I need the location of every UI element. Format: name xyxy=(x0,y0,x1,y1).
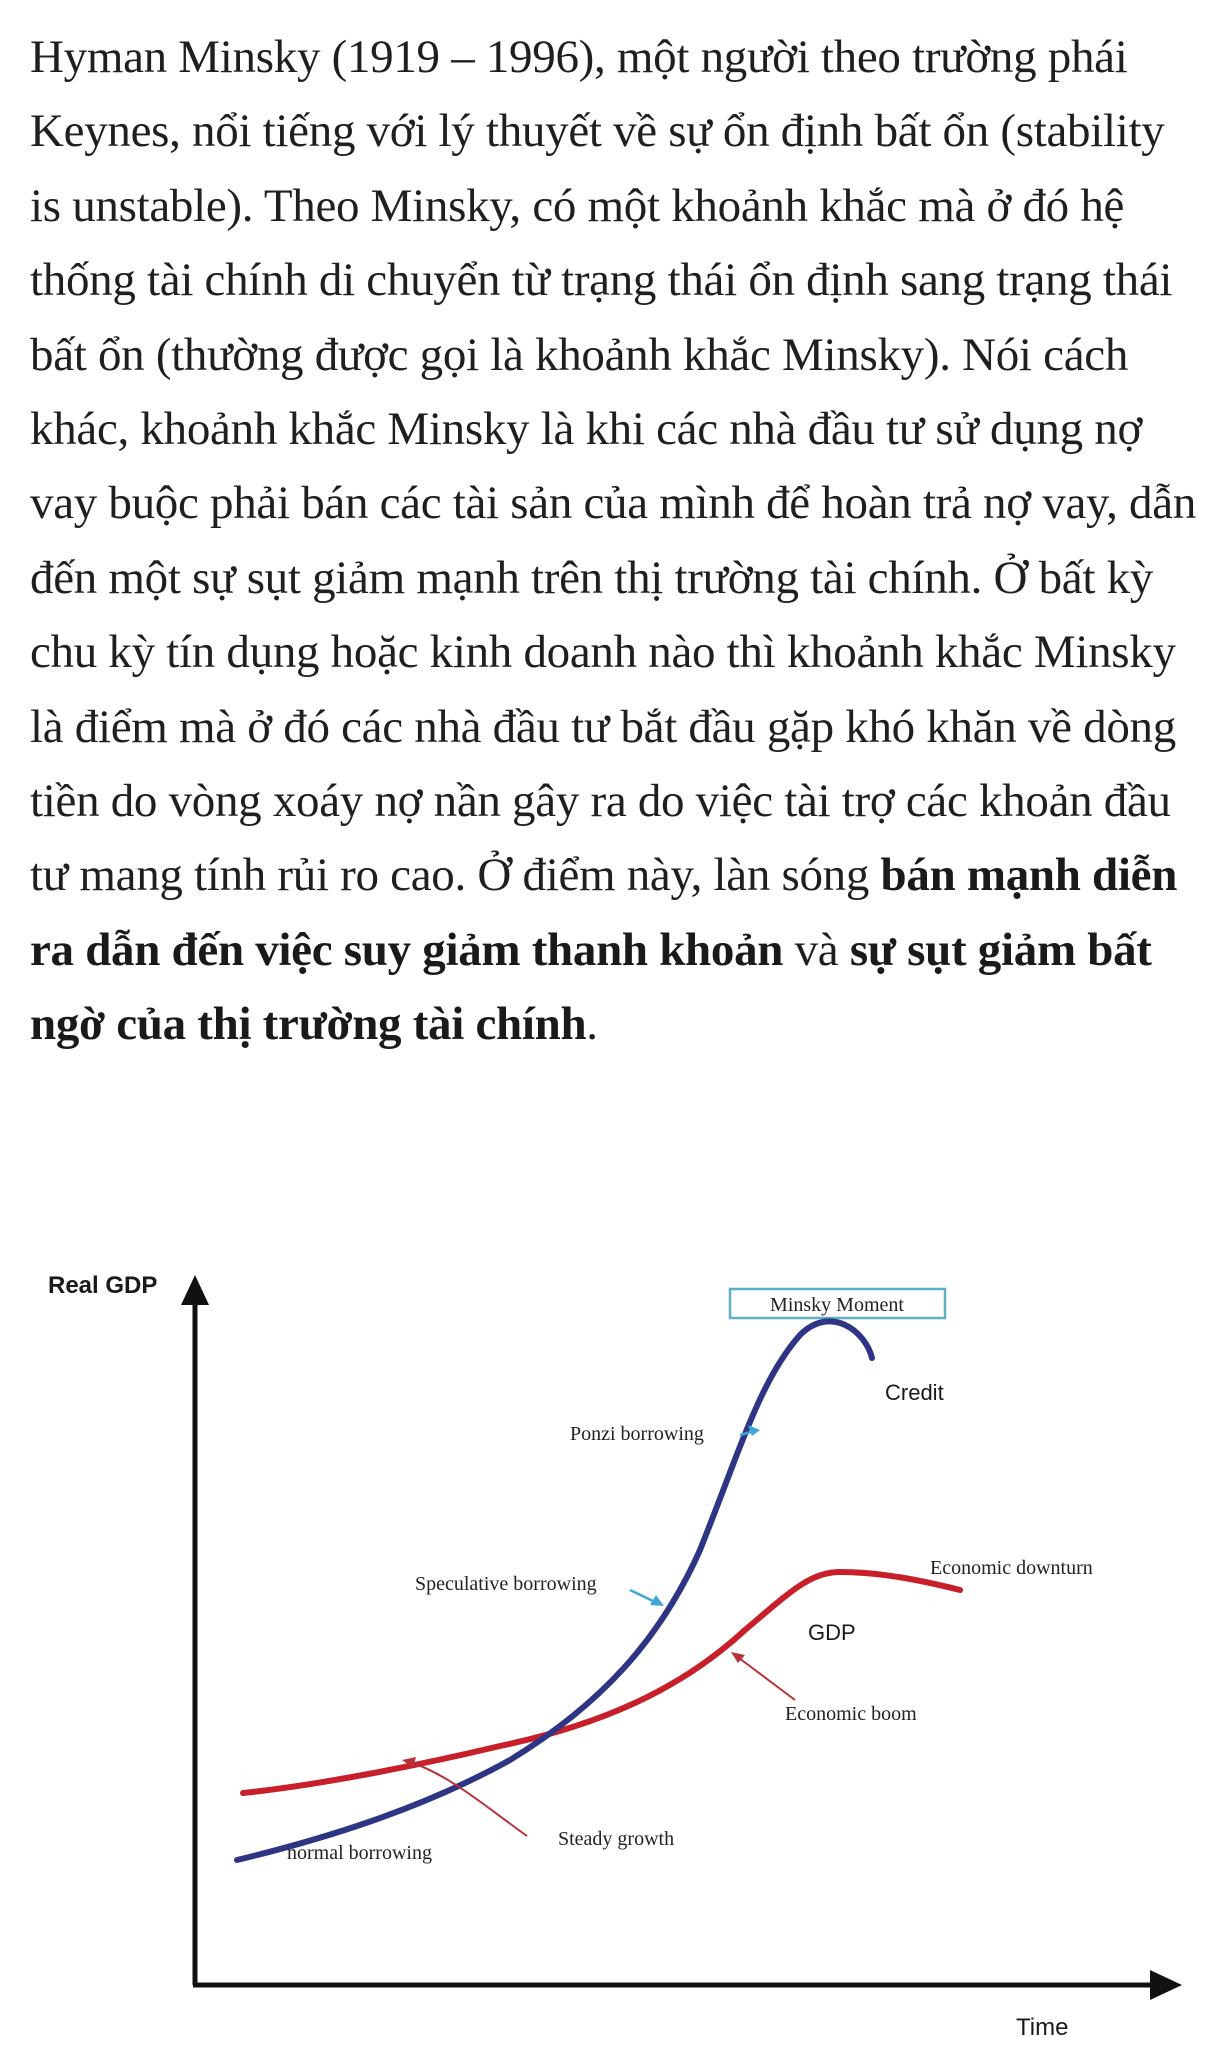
article-paragraph xyxy=(30,20,1205,1062)
paragraph-text-start: Hyman Minsky (1919 – 1996), một người theo trường phái Keynes, nổi tiếng với lý thuyết về sự ổn định bất ổn (stability is unstable). Theo Minsky, có một khoảnh khắc mà ở đó hệ thống tài chính di chuyển từ trạng thái ổn định sang trạng thái bất ổn (thường được gọi là khoảnh khắc Minsky). Nói cách khác, khoảnh khắc Minsky là khi các nhà đầu tư sử dụng nợ vay buộc phải bán các tài sản của mình để hoàn trả nợ vay, dẫn đến một sự sụt giảm mạnh trên thị trường tài chính. Ở bất kỳ chu kỳ tín dụng hoặc kinh doanh nào thì khoảnh khắc Minsky là điểm mà ở đó các nhà đầu tư bắt đầu gặp khó khăn về dòng tiền do vòng xoáy nợ nần gây ra do việc tài trợ các khoản đầu tư mang tính rủi ro cao. Ở điểm này, làn sóng xyxy=(30,31,1197,902)
paragraph-text-conjunction: và xyxy=(783,923,850,976)
credit-label: Credit xyxy=(885,1380,944,1405)
speculative-pointer xyxy=(630,1590,655,1602)
ponzi-borrowing-label: Ponzi borrowing xyxy=(570,1423,704,1445)
y-axis-label: Real GDP xyxy=(48,1272,158,1299)
article xyxy=(30,20,1205,1062)
gdp-label: GDP xyxy=(808,1620,856,1645)
y-axis-arrow-icon xyxy=(181,1275,209,1305)
x-axis-arrow-icon xyxy=(1150,1970,1182,2000)
paragraph-text-end: . xyxy=(586,998,598,1051)
gdp-curve xyxy=(243,1572,960,1793)
x-axis-label: Time xyxy=(1016,2014,1069,2041)
normal-borrowing-label: normal borrowing xyxy=(287,1842,432,1864)
steady-growth-label: Steady growth xyxy=(558,1828,675,1850)
bold-phrase-market-drop: sự sụt giảm bất ngờ của thị trường tài chính xyxy=(30,923,1152,1051)
economic-boom-label: Economic boom xyxy=(785,1703,917,1725)
ponzi-pointer-head-icon xyxy=(748,1425,760,1436)
bold-phrase-selling-wave: bán mạnh diễn ra dẫn đến việc suy giảm thanh khoản xyxy=(30,849,1178,976)
economic-downturn-label: Economic downturn xyxy=(930,1557,1093,1579)
speculative-borrowing-label: Speculative borrowing xyxy=(415,1573,597,1595)
economic-boom-pointer xyxy=(735,1655,795,1700)
minsky-moment-label: Minsky Moment xyxy=(770,1294,904,1316)
minsky-moment-diagram xyxy=(0,1250,1220,2048)
